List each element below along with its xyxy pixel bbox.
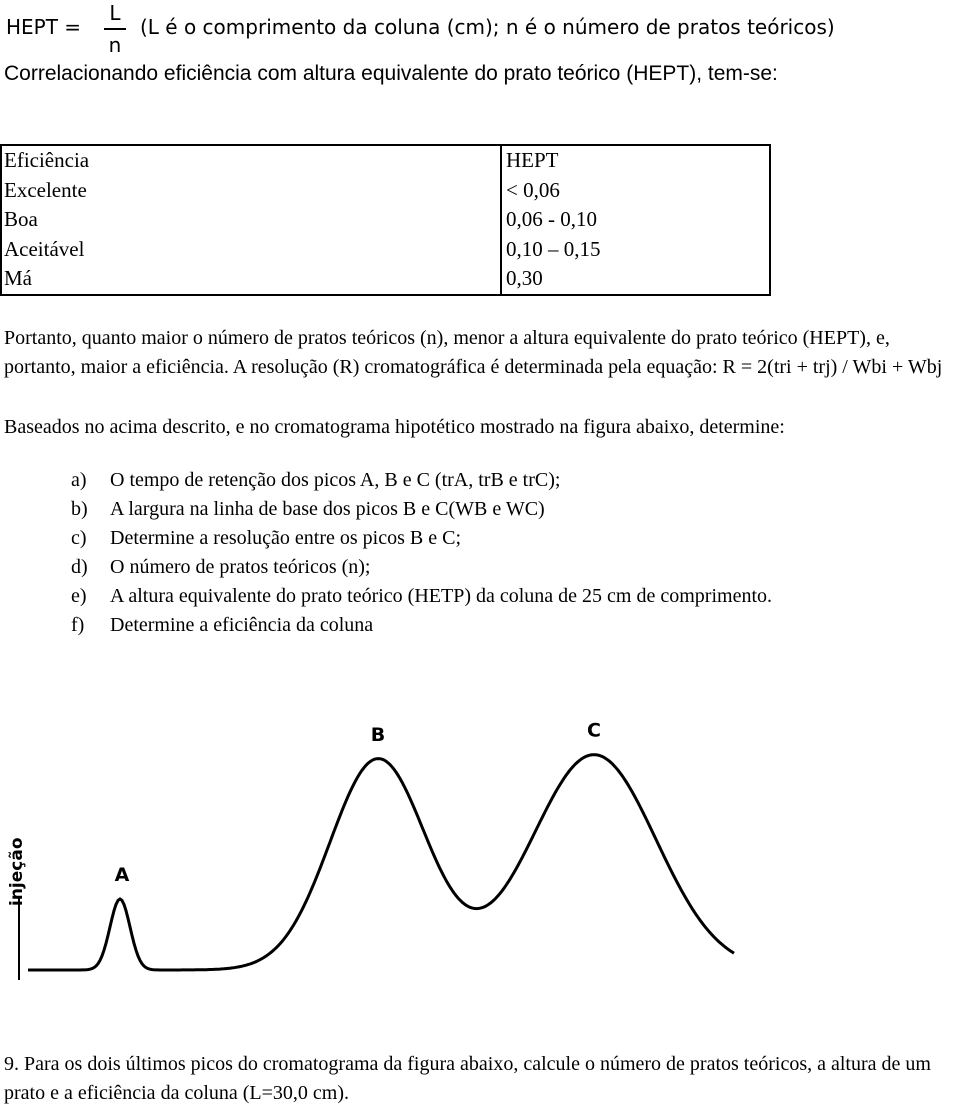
table-cell: 0,06 - 0,10 (506, 207, 597, 232)
resolution-paragraph: Portanto, quanto maior o número de pratos teóricos (n), menor a altura equivalente do prato teórico (HEPT), e, portanto, maior a eficiência. A resolução (R) cromatográfica é determinada pela equação: R = 2(tri + trj) / Wbi + Wbj (4, 327, 943, 378)
question-text: O tempo de retenção dos picos A, B e C (trA, trB e trC); (110, 469, 561, 491)
table-row (1, 235, 770, 265)
table-cell: Má (1, 264, 501, 295)
formula-explanation: (L é o comprimento da coluna (cm); n é o número de pratos teóricos) (140, 15, 835, 39)
peak-label-a: A (114, 864, 130, 886)
question-text: A largura na linha de base dos picos B e C(WB e WC) (110, 498, 545, 520)
list-item (0, 553, 960, 582)
table-cell: < 0,06 (506, 177, 560, 202)
list-item (0, 582, 960, 611)
efficiency-table (0, 144, 771, 296)
list-item (0, 611, 960, 640)
list-item (0, 495, 960, 524)
peak-label-b: B (370, 724, 386, 747)
table-header-cell: HEPT (506, 148, 559, 173)
table-row (1, 205, 770, 235)
question-text: Determine a resolução entre os picos B e C; (110, 527, 461, 549)
question-letter: b) (71, 498, 88, 520)
chromatogram (0, 718, 760, 988)
formula-numerator: L (109, 1, 121, 25)
intro-text: Correlacionando eficiência com altura equivalente do prato teórico (HEPT), tem-se: (4, 62, 778, 85)
question-text: A altura equivalente do prato teórico (HETP) da coluna de 25 cm de comprimento. (110, 585, 773, 607)
question-list (0, 466, 960, 640)
instructions-paragraph: Baseados no acima descrito, e no cromatograma hipotético mostrado na figura abaixo, determine: (4, 416, 785, 438)
list-item (0, 524, 960, 553)
formula-denominator: n (108, 33, 122, 57)
question-text: Determine a eficiência da coluna (110, 614, 374, 636)
question-letter: a) (71, 469, 87, 491)
formula-lhs: HEPT = (6, 15, 82, 39)
question-letter: d) (71, 556, 88, 578)
table-cell: Boa (1, 205, 501, 235)
table-header-cell: Eficiência (1, 145, 501, 176)
table-cell: 0,10 – 0,15 (506, 236, 601, 261)
question-letter: f) (71, 614, 85, 636)
injection-label: injeção (7, 837, 27, 906)
table-cell: Aceitável (1, 235, 501, 265)
table-header-row (1, 145, 770, 176)
table-cell: 0,30 (506, 266, 543, 291)
peak-label-c: C (587, 719, 601, 742)
list-item (0, 466, 960, 495)
question-text: O número de pratos teóricos (n); (110, 556, 371, 578)
chromatogram-trace (28, 755, 734, 970)
question-letter: e) (71, 585, 87, 607)
question-9: 9. Para os dois últimos picos do cromatograma da figura abaixo, calcule o número de pratos teóricos, a altura de um prato e a eficiência da coluna (L=30,0 cm). (4, 1053, 931, 1104)
formula-fraction (104, 0, 126, 58)
hept-formula (6, 0, 960, 62)
table-row (1, 176, 770, 206)
table-cell: Excelente (1, 176, 501, 206)
question-letter: c) (71, 527, 87, 549)
table-row (1, 264, 770, 295)
fraction-bar (104, 28, 126, 30)
